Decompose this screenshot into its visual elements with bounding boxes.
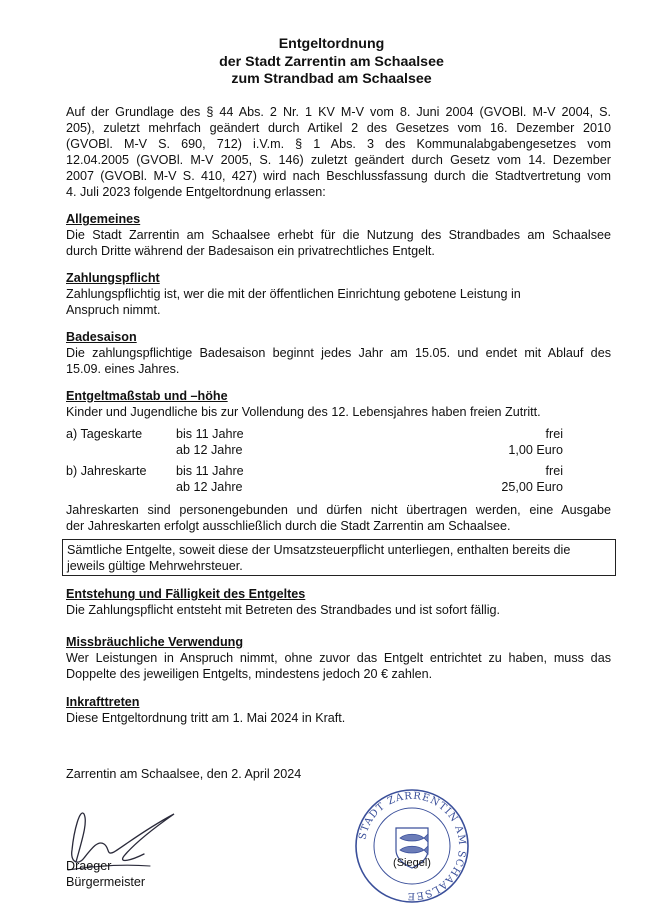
intro-line: Auf der Grundlage des § 44 Abs. 2 Nr. 1 KV M-V vom 8. Juni 2004 (GVOBl. M-V 2004, S. bbox=[66, 105, 611, 119]
rate-row bbox=[66, 442, 563, 458]
title-line-2: der Stadt Zarrentin am Schaalsee bbox=[219, 53, 444, 70]
section-line: Doppelte des jeweiligen Entgelts, mindestens jedoch 20 € zahlen. bbox=[66, 667, 433, 681]
city-seal-icon bbox=[352, 786, 472, 906]
rate-age: ab 12 Jahre bbox=[176, 480, 243, 494]
section-missbrauch bbox=[66, 634, 611, 682]
section-line: Die Stadt Zarrentin am Schaalsee erhebt für die Nutzung des Strandbades am Schaalsee bbox=[66, 228, 611, 242]
section-line: Anspruch nimmt. bbox=[66, 303, 161, 317]
section-entstehung bbox=[66, 586, 611, 618]
section-heading: Missbräuchliche Verwendung bbox=[66, 635, 244, 649]
section-line: Wer Leistungen in Anspruch nimmt, ohne zuvor das Entgelt entrichtet zu haben, muss das bbox=[66, 651, 611, 665]
annual-ticket-note bbox=[66, 502, 611, 534]
rate-row bbox=[66, 463, 563, 479]
section-heading: Inkrafttreten bbox=[66, 695, 140, 709]
section-allgemeines bbox=[66, 211, 611, 259]
intro-line: 205), zuletzt mehrfach geändert durch Artikel 2 des Gesetzes vom 16. Dezember 2010 bbox=[66, 121, 611, 135]
section-badesaison bbox=[66, 329, 611, 377]
title-line-3: zum Strandbad am Schaalsee bbox=[231, 71, 432, 87]
vat-notice-box bbox=[62, 539, 616, 576]
rate-row bbox=[66, 479, 563, 495]
section-line: durch Dritte während der Badesaison ein privatrechtliches Entgelt. bbox=[66, 244, 435, 258]
section-line: Zahlungspflichtig ist, wer die mit der öffentlichen Einrichtung gebotene Leistung in bbox=[66, 287, 521, 301]
section-heading: Zahlungspflicht bbox=[66, 271, 160, 285]
intro-line: 4. Juli 2023 folgende Entgeltordnung erlassen: bbox=[66, 185, 326, 199]
rate-price: frei bbox=[545, 427, 563, 441]
place-date: Zarrentin am Schaalsee, den 2. April 2024 bbox=[66, 767, 302, 781]
rate-price: 25,00 Euro bbox=[501, 480, 563, 494]
section-zahlungspflicht bbox=[66, 270, 611, 318]
intro-line: 12.04.2005 (GVOBl. M-V 2005, S. 146) zuletzt geändert durch Gesetz vom 14. Dezember bbox=[66, 153, 611, 167]
section-line: Die zahlungspflichtige Badesaison beginnt jedes Jahr am 15.05. und endet mit Ablauf des bbox=[66, 346, 611, 360]
seal-label: (Siegel) bbox=[393, 857, 431, 869]
note-line: Jahreskarten sind personengebunden und dürfen nicht übertragen werden, eine Ausgabe bbox=[66, 503, 611, 517]
signatory-name: Draeger bbox=[66, 859, 112, 873]
section-heading: Badesaison bbox=[66, 330, 137, 344]
section-line: Die Zahlungspflicht entsteht mit Betreten des Strandbades und ist sofort fällig. bbox=[66, 603, 501, 617]
rate-ticket-label: a) Tageskarte bbox=[66, 427, 143, 441]
signatory-block bbox=[66, 858, 611, 890]
svg-text:STADT ZARRENTIN AM SCHAALSEE: STADT ZARRENTIN AM SCHAALSEE bbox=[357, 790, 468, 902]
vat-notice-line: Sämtliche Entgelte, soweit diese der Umsatzsteuerpflicht unterliegen, enthalten bereits die bbox=[67, 543, 571, 557]
section-heading: Allgemeines bbox=[66, 212, 141, 226]
rate-age: bis 11 Jahre bbox=[176, 464, 244, 478]
rate-row bbox=[66, 426, 563, 442]
section-line: Diese Entgeltordnung tritt am 1. Mai 2024 in Kraft. bbox=[66, 711, 346, 725]
rate-price: frei bbox=[545, 464, 563, 478]
section-line: Kinder und Jugendliche bis zur Vollendung des 12. Lebensjahres haben freien Zutritt. bbox=[66, 405, 541, 419]
signatory-role: Bürgermeister bbox=[66, 875, 146, 889]
section-entgelt bbox=[66, 388, 611, 420]
rate-age: ab 12 Jahre bbox=[176, 443, 243, 457]
section-heading: Entstehung und Fälligkeit des Entgeltes bbox=[66, 587, 306, 601]
intro-line: 2007 (GVOBl. M-V S. 410, 427) wird nach Beschlussfassung durch die Stadtvertretung vom bbox=[66, 169, 611, 183]
intro-paragraph bbox=[66, 104, 611, 200]
title-line-1: Entgeltordnung bbox=[278, 36, 385, 52]
vat-notice-line: jeweils gültige Mehrwehrsteuer. bbox=[67, 559, 243, 573]
intro-line: (GVOBl. M-V S. 690, 712) i.V.m. § 1 Abs. 3 des Kommunalabgabengesetzes vom bbox=[66, 137, 611, 151]
rate-age: bis 11 Jahre bbox=[176, 427, 244, 441]
rate-price: 1,00 Euro bbox=[508, 443, 563, 457]
section-inkrafttreten bbox=[66, 694, 611, 726]
section-line: 15.09. eines Jahres. bbox=[66, 362, 180, 376]
document-title bbox=[0, 36, 663, 89]
note-line: der Jahreskarten erfolgt ausschließlich durch die Stadt Zarrentin am Schaalsee. bbox=[66, 519, 511, 533]
rate-ticket-label: b) Jahreskarte bbox=[66, 464, 147, 478]
section-heading: Entgeltmaßstab und –höhe bbox=[66, 389, 228, 403]
